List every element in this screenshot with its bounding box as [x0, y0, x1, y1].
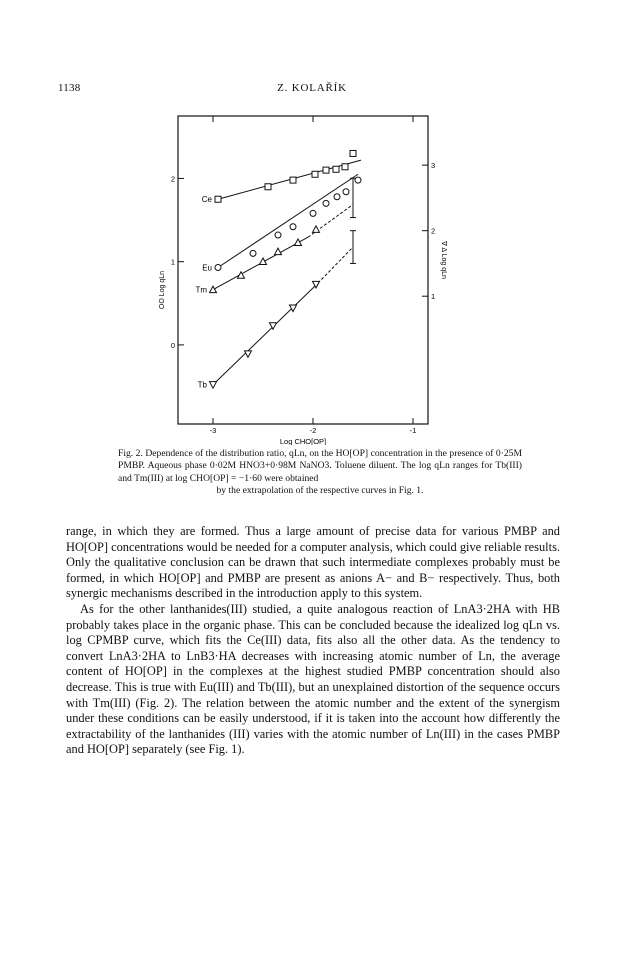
data-point-square [323, 167, 329, 173]
data-point-square [290, 177, 296, 183]
fit-line-eu [218, 174, 358, 267]
y-tick-label-left: 0 [170, 340, 175, 350]
data-point-square [333, 166, 339, 172]
y-axis-label-left: OO Log qLn [159, 270, 166, 310]
data-point-triangle-up [210, 286, 217, 293]
series-label-eu: Eu [202, 263, 212, 273]
y-tick-label-left: 2 [170, 174, 175, 184]
caption-line: diluent. The log qLn ranges for Tb(III) and Tm(III) at log CHO[OP] = −1·60 were obtained [118, 460, 522, 484]
body-paragraph: As for the other lanthanides(III) studied, a quite analogous reaction of LnA3·2HA with HB probably takes place in the organic phase. This can be concluded because the idealized log qLn vs. log CPMBP curve, which fits the Ce(III) data, fits also all the other data. As the tendency to convert LnA3·2HA to LnB3·HA decreases with increasing atomic number of Ln, the average content of HO[OP] in the complexes at the highest studied PMBP concentration should also decrease. This is true with Eu(III) and Tb(III), but an unexplained distortion of the sequence occurs with Tm(III) (Fig. 2). The relation between the atomic number and the extent of the synergism under these conditions can be easily understood, if it is taken into the account how differently the extractability of the lanthanides (III) varies with the atomic number of Ln(III) in the cases PMBP and HO[OP] separately (see Fig. 1). [66, 601, 560, 757]
y-tick-label-right: 2 [431, 226, 436, 236]
series-label-tm: Tm [195, 285, 207, 295]
y-tick-label-right: 1 [431, 292, 436, 302]
data-point-triangle-down [290, 305, 297, 312]
data-point-circle [323, 200, 329, 206]
page-number: 1138 [58, 82, 81, 94]
body-text [66, 524, 560, 758]
data-point-triangle-down [270, 323, 277, 330]
data-point-triangle-up [295, 239, 302, 246]
fit-line-tb [213, 283, 318, 385]
data-point-triangle-down [245, 351, 252, 358]
data-point-square [215, 196, 221, 202]
figure-caption [118, 448, 522, 498]
running-head: Z. KOLAŘÍK [277, 82, 347, 94]
data-point-circle [310, 210, 316, 216]
data-point-triangle-up [275, 248, 282, 255]
y-axis-label-right: ∇ Δ Log qLn [440, 241, 447, 279]
extrapolation-line-tb [318, 247, 353, 283]
caption-line: Fig. 2. Dependence of the distribution ratio, qLn, on the HO[OP] concentration in the [118, 448, 447, 459]
data-point-square [350, 150, 356, 156]
data-point-triangle-down [210, 382, 217, 389]
data-point-square [342, 164, 348, 170]
data-point-circle [275, 232, 281, 238]
caption-line: presence of 0·25M PMBP. Aqueous phase 0·02M HNO3+0·98M NaNO3. Toluene [118, 448, 522, 472]
caption-line: by the extrapolation of the respective curves in Fig. 1. [216, 485, 424, 497]
series-label-tb: Tb [197, 380, 207, 390]
data-point-square [312, 171, 318, 177]
data-point-circle [215, 265, 221, 271]
y-tick-label-right: 3 [431, 161, 436, 171]
plot-frame [178, 116, 428, 424]
figure-2-chart [0, 0, 624, 445]
x-tick-label: -1 [409, 426, 417, 435]
data-point-circle [250, 250, 256, 256]
x-tick-label: -3 [209, 426, 217, 435]
data-point-circle [343, 189, 349, 195]
x-axis-label: Log CHO[OP] [279, 437, 327, 445]
y-tick-label-left: 1 [170, 257, 175, 267]
data-point-circle [334, 194, 340, 200]
data-point-circle [290, 224, 296, 230]
series-label-ce: Ce [201, 195, 212, 205]
data-point-square [265, 184, 271, 190]
x-tick-label: -2 [309, 426, 317, 435]
body-paragraph: range, in which they are formed. Thus a large amount of precise data for various PMBP and HO[OP] concentrations would be needed for a computer analysis, which could give reliable results. Only the qualitative conclusion can be drawn that such intermediate complexes probably must be formed, in which HO[OP] and PMBP are present as anions A− and B− respectively. Thus, both synergic mechanisms described in the introduction apply to this system. [66, 524, 560, 601]
data-point-triangle-up [313, 226, 320, 233]
